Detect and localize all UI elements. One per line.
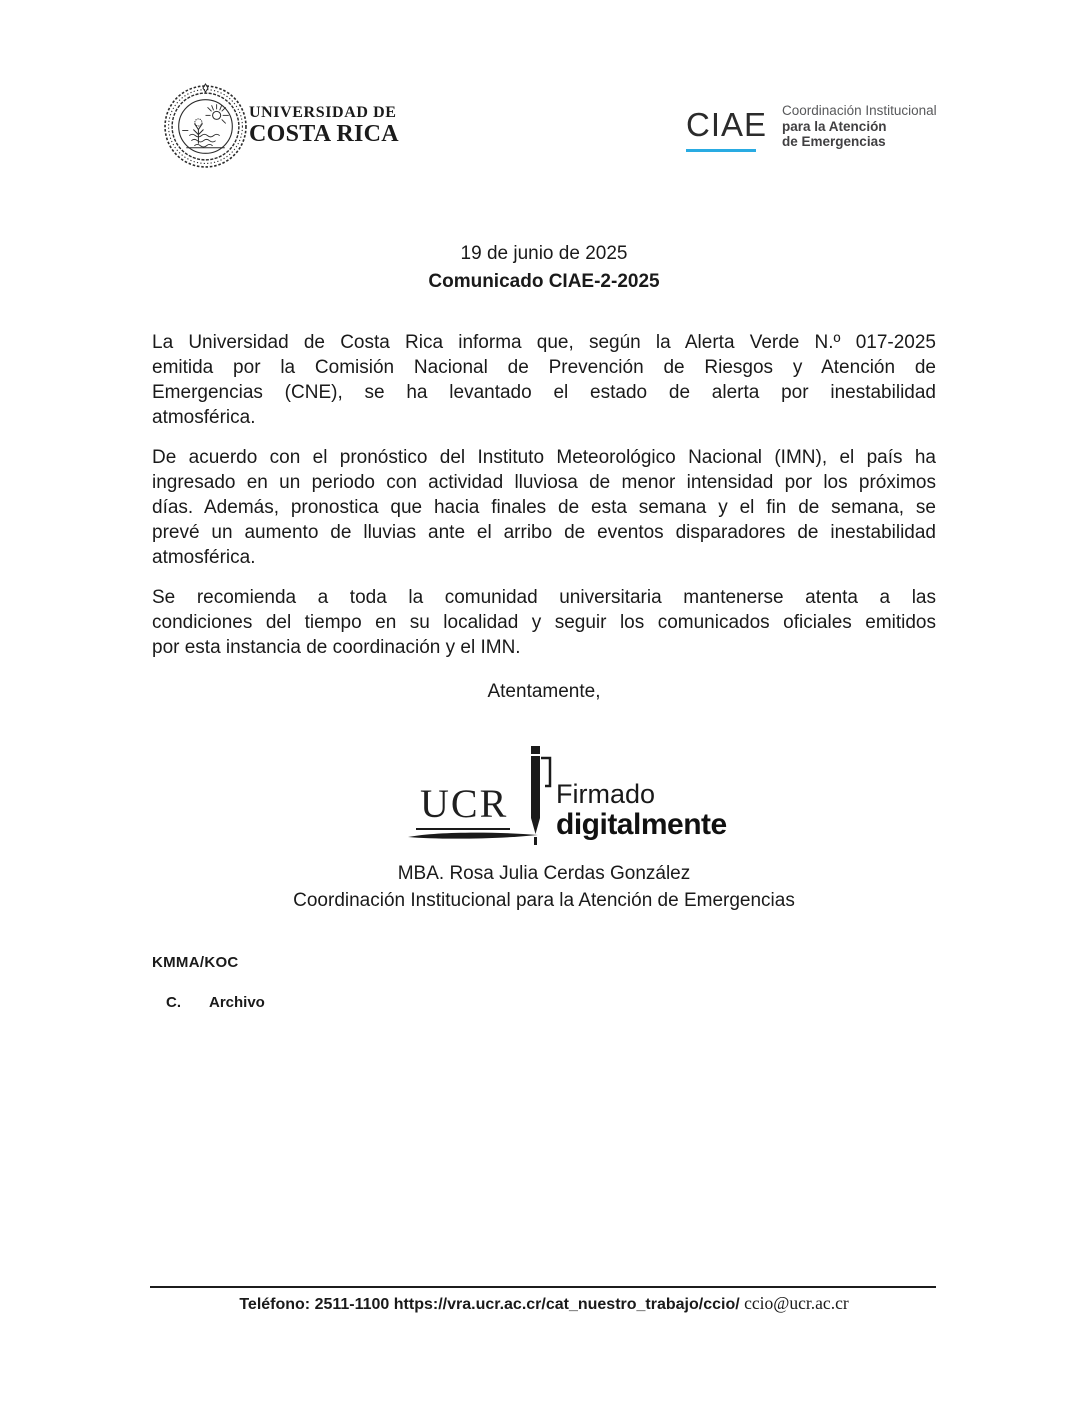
signature-stamp-text (556, 780, 727, 840)
cc-line (166, 994, 265, 1011)
stamp-line-digitalmente: digitalmente (556, 808, 727, 841)
ciae-logo (686, 103, 937, 152)
signer-block (152, 860, 936, 914)
ucr-wordmark (249, 104, 399, 147)
letter-title: Comunicado CIAE-2-2025 (428, 271, 660, 292)
ciae-subtitle (782, 103, 937, 150)
footer-phone-url: Teléfono: 2511-1100 https://vra.ucr.ac.cr/cat_nuestro_trabajo/ccio/ (239, 1296, 740, 1313)
paragraph (152, 585, 936, 660)
signer-title: Coordinación Institucional para la Atención de Emergencias (293, 890, 795, 911)
ucr-wordmark-line2: COSTA RICA (249, 121, 399, 147)
paragraph-line: ingresado en un periodo con actividad lluviosa de menor intensidad por los próximos (152, 472, 936, 493)
letter-body (152, 330, 936, 704)
letter-date: 19 de junio de 2025 (460, 243, 628, 264)
typist-initials: KMMA/KOC (152, 954, 239, 971)
paragraph-line: atmosférica. (152, 407, 256, 428)
ucr-wordmark-line1: UNIVERSIDAD DE (249, 104, 397, 121)
ciae-acronym-block (686, 103, 767, 152)
paragraph (152, 330, 936, 430)
paragraph-line: condiciones del tiempo en su localidad y seguir los comunicados oficiales emitidos (152, 612, 936, 633)
closing-salutation: Atentamente, (487, 681, 601, 702)
paragraph-line: prevé un aumento de lluvias ante el arribo de eventos disparadores de inestabilidad (152, 522, 936, 543)
ucr-seal-icon (162, 83, 249, 170)
digital-signature-stamp (418, 742, 750, 850)
paragraph-line: De acuerdo con el pronóstico del Instituto Meteorológico Nacional (IMN), el país ha (152, 447, 936, 468)
ciae-subtitle-line2: para la Atención (782, 118, 887, 134)
footer-contact (152, 1292, 936, 1316)
paragraph-line: días. Además, pronostica que hacia finales de esta semana y el fin de semana, se (152, 497, 936, 518)
signature-ucr-mark: UCR (420, 781, 509, 826)
stamp-line-firmado: Firmado (556, 779, 656, 809)
paragraph-line: atmosférica. (152, 547, 256, 568)
pencil-icon (518, 742, 552, 846)
ciae-acronym: CIAE (686, 106, 768, 143)
signer-name: MBA. Rosa Julia Cerdas González (397, 863, 691, 884)
paragraph-line: por esta instancia de coordinación y el IMN. (152, 637, 521, 658)
paragraph-line: Emergencias (CNE), se ha levantado el estado de alerta por inestabilidad (152, 382, 936, 403)
cc-label: C. (166, 994, 181, 1011)
paragraph-line: La Universidad de Costa Rica informa que, según la Alerta Verde N.º 017-2025 (152, 332, 936, 353)
paragraph (152, 445, 936, 570)
letter-heading (152, 240, 936, 296)
ciae-subtitle-line3: de Emergencias (782, 134, 886, 149)
ciae-underline (686, 149, 756, 152)
paragraph-line: Se recomienda a toda la comunidad universitaria mantenerse atenta a las (152, 587, 936, 608)
footer-divider (150, 1286, 936, 1288)
cc-value: Archivo (209, 994, 265, 1011)
paragraph-line: emitida por la Comisión Nacional de Prevención de Riesgos y Atención de (152, 357, 936, 378)
footer-email: ccio@ucr.ac.cr (744, 1293, 849, 1313)
ciae-subtitle-line1: Coordinación Institucional (782, 103, 937, 118)
